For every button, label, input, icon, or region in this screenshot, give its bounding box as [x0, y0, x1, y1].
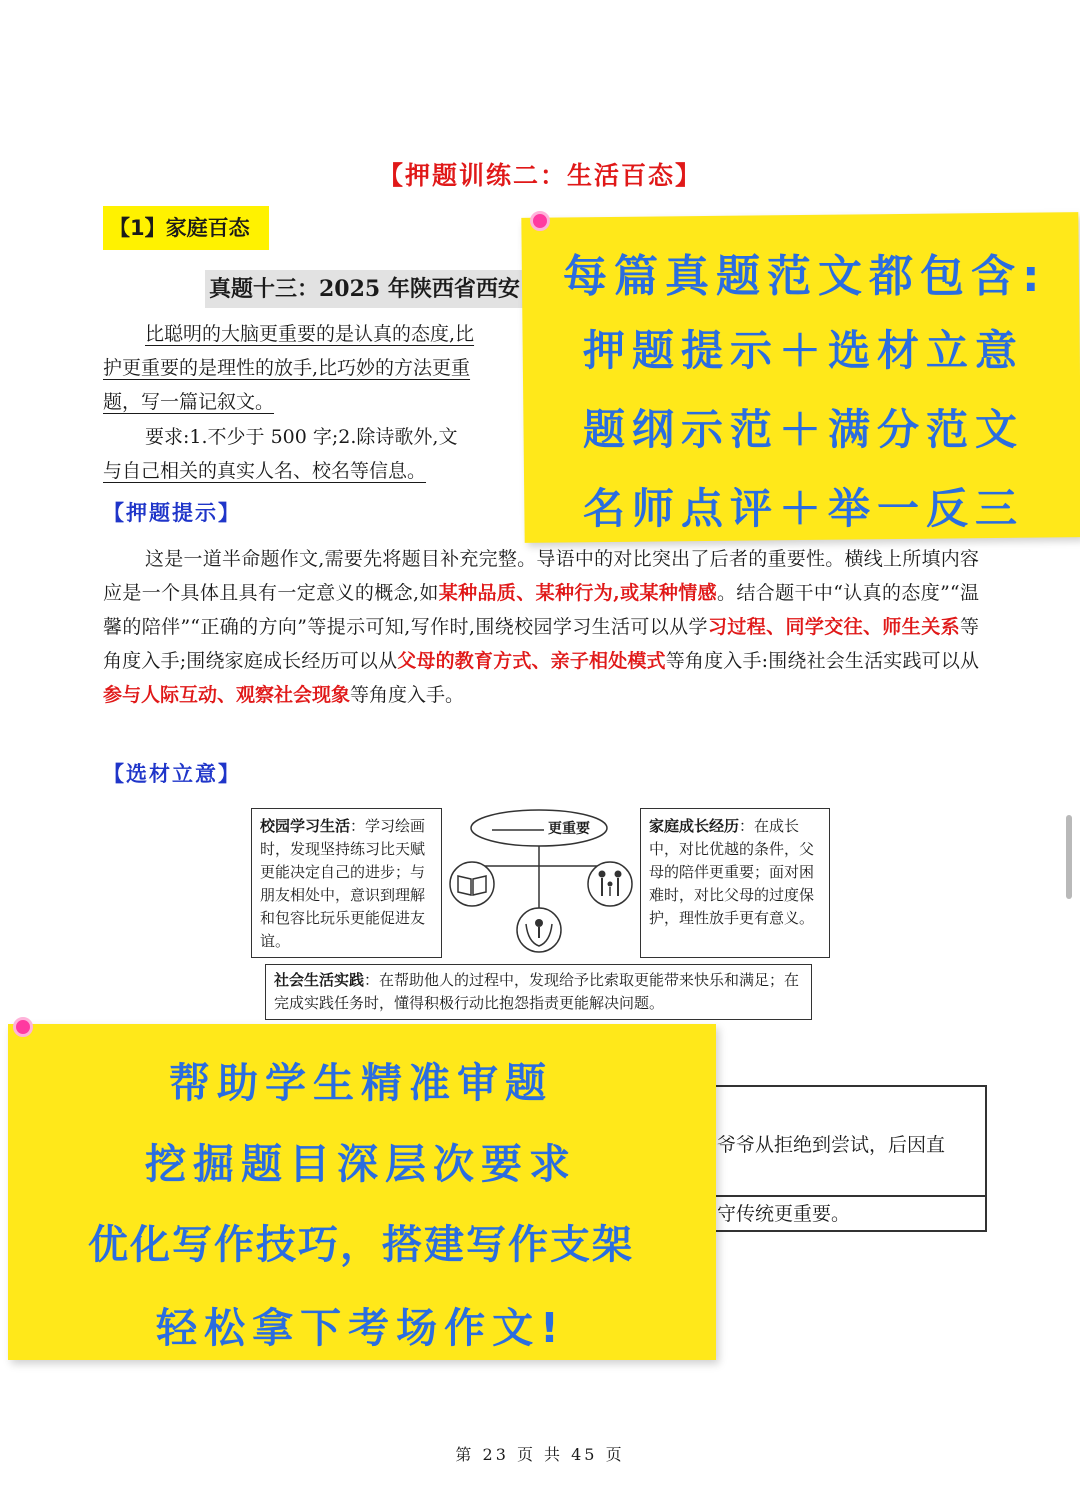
diagram-left-title: 校园学习生活: [260, 817, 351, 835]
diagram-center-graphic: [442, 806, 640, 964]
family-icon: [588, 862, 632, 906]
benefit-banner-line: 轻松拿下考场作文!: [156, 1304, 566, 1352]
diagram-center-label: 更重要: [548, 821, 590, 837]
table-rule: [715, 1085, 987, 1087]
hint-red-2: 习过程、同学交往、师生关系: [707, 616, 960, 638]
feature-banner-line: 押题提示＋选材立意: [583, 326, 1025, 375]
prompt-line-3: 题，写一篇记叙文。: [103, 391, 275, 413]
diagram-bottom-title: 社会生活实践: [274, 971, 365, 989]
hint-text-3: 等角度入手;围绕家庭成长经历可以从: [103, 616, 979, 672]
diagram-right-text: ：在成长中，对比优越的条件，父母的陪伴更重要；面对困难时，对比父母的过度保护，理性放手更有意义。: [649, 817, 815, 927]
prompt-line-2: 护更重要的是理性的放手,比巧妙的方法更重: [103, 357, 471, 379]
hint-red-1: 某种品质、某种行为,或某种情感: [438, 582, 717, 604]
table-rule: [985, 1085, 987, 1231]
diagram-right-box: [640, 808, 830, 958]
pin-icon: [530, 211, 550, 231]
helping-hands-icon: [517, 908, 561, 952]
prompt-line-1: 比聪明的大脑更重要的是认真的态度,比: [145, 323, 475, 345]
diagram-bottom-text: ：在帮助他人的过程中，发现给予比索取更能带来快乐和满足；在完成实践任务时，懂得积极行动比抱怨指责更能解决问题。: [274, 971, 800, 1012]
requirement-line-1: 要求:1.不少于 500 字;2.除诗歌外,文: [145, 426, 458, 448]
feature-banner-line: 题纲示范＋满分范文: [583, 405, 1025, 454]
diagram-right-title: 家庭成长经历: [649, 817, 740, 835]
benefit-banner-line: 优化写作技巧，搭建写作支架: [88, 1222, 634, 1268]
benefit-banner-line: 帮助学生精准审题: [169, 1059, 553, 1107]
hint-text-2: 。结合题干中“认真的态度”“温馨的陪伴”“正确的方向”等提示可知,写作时,围绕校园学习生活可以从学: [103, 582, 979, 638]
scrollbar-thumb[interactable]: [1066, 815, 1072, 899]
diagram-left-box: [251, 808, 442, 958]
hint-paragraph: [103, 542, 979, 712]
material-heading: 【选材立意】: [103, 762, 241, 786]
benefit-banner-line: 挖掘题目深层次要求: [145, 1140, 577, 1188]
feature-banner-line: 名师点评＋举一反三: [583, 484, 1025, 533]
table-cell-text: 守传统更重要。: [717, 1203, 851, 1225]
main-title: 【押题训练二：生活百态】: [377, 161, 702, 190]
hint-red-3: 父母的教育方式、亲子相处模式: [397, 650, 666, 672]
section-label: 【1】家庭百态: [103, 206, 269, 250]
requirement-line-2: 与自己相关的真实人名、校名等信息。: [103, 460, 427, 482]
diagram-left-text: ：学习绘画时，发现坚持练习比天赋更能决定自己的进步；与朋友相处中，意识到理解和包容比玩乐更能促进友谊。: [260, 817, 426, 950]
hint-text-4: 等角度入手:围绕社会生活实践可以从: [665, 650, 979, 672]
question-title: 真题十三：2025 年陕西省西安: [205, 270, 535, 308]
table-cell-text: 爷爷从拒绝到尝试，后因直: [717, 1134, 946, 1156]
hint-text-1: 这是一道半命题作文,需要先将题目补充完整。导语中的对比突出了后者的重要性。横线上所填内容应是一个具体且具有一定意义的概念,如: [103, 548, 979, 604]
hint-text-5: 等角度入手。: [350, 684, 465, 706]
page-footer: 第 23 页 共 45 页: [455, 1445, 625, 1464]
hint-red-4: 参与人际互动、观察社会现象: [103, 684, 351, 706]
pin-icon: [13, 1017, 33, 1037]
diagram-bottom-box: [265, 964, 812, 1020]
hint-heading: 【押题提示】: [103, 501, 241, 525]
feature-banner-line: 每篇真题范文都包含:: [563, 251, 1047, 302]
book-icon: [450, 862, 494, 906]
